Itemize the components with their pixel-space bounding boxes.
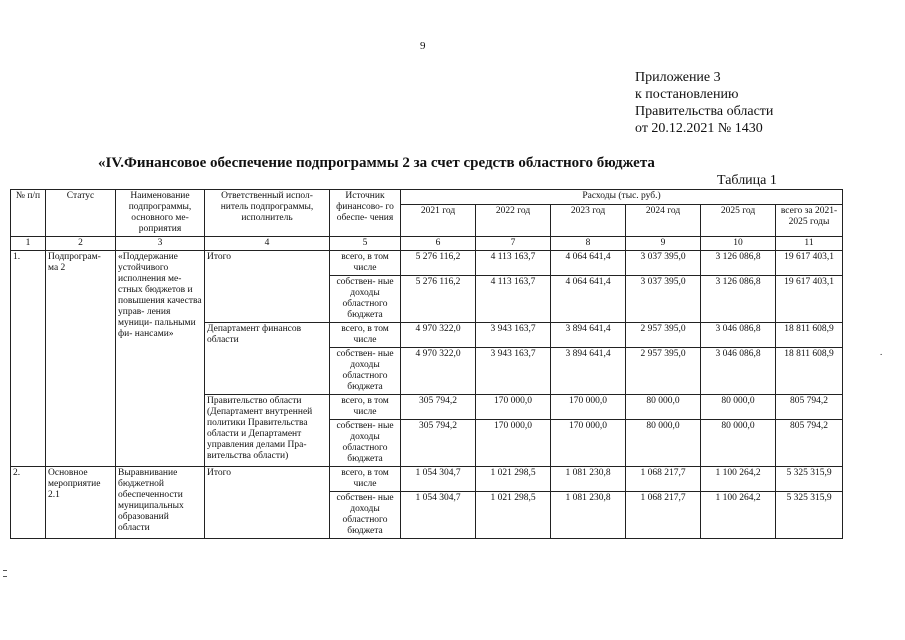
- page-number: 9: [420, 40, 426, 52]
- row-number: 1.: [11, 251, 46, 467]
- appendix-line-3: Правительства области: [635, 104, 774, 119]
- expense-value: 1 021 298,5: [476, 492, 551, 539]
- col-index: 2: [46, 237, 116, 251]
- col-index: 10: [701, 237, 776, 251]
- header-executor: Ответственный испол- нитель подпрограммы, исполнитель: [205, 190, 330, 237]
- header-source: Источник финансово- го обеспе- чения: [330, 190, 401, 237]
- column-index-row: [11, 237, 843, 251]
- expense-value: 1 100 264,2: [701, 492, 776, 539]
- header-2024: 2024 год: [626, 204, 701, 236]
- row-status: Основное мероприятие 2.1: [46, 467, 116, 539]
- expense-value: 4 970 322,0: [401, 323, 476, 348]
- row-executor: Департамент финансов области: [205, 323, 330, 395]
- table-label: Таблица 1: [717, 173, 777, 188]
- row-source: собствен- ные доходы областного бюджета: [330, 420, 401, 467]
- appendix-header: [635, 69, 773, 137]
- expense-value: 3 943 163,7: [476, 323, 551, 348]
- expense-value: 4 064 641,4: [551, 251, 626, 276]
- expense-value: 4 970 322,0: [401, 348, 476, 395]
- col-index: 5: [330, 237, 401, 251]
- expense-value: 3 943 163,7: [476, 348, 551, 395]
- expense-value: 1 054 304,7: [401, 492, 476, 539]
- header-2025: 2025 год: [701, 204, 776, 236]
- col-index: 9: [626, 237, 701, 251]
- expense-value: 5 325 315,9: [776, 492, 843, 539]
- expense-value: 170 000,0: [551, 395, 626, 420]
- margin-mark: [3, 576, 7, 577]
- header-name: Наименование подпрограммы, основного ме- роприятия: [116, 190, 205, 237]
- expense-value: 4 113 163,7: [476, 251, 551, 276]
- header-2021: 2021 год: [401, 204, 476, 236]
- expense-value: 3 046 086,8: [701, 348, 776, 395]
- expense-value: 2 957 395,0: [626, 348, 701, 395]
- row-name: «Поддержание устойчивого исполнения ме- стных бюджетов и повышения качества управ- ления муници- пальными фи- нансами»: [116, 251, 205, 467]
- expense-value: 1 068 217,7: [626, 492, 701, 539]
- expense-value: 80 000,0: [701, 420, 776, 467]
- row-executor: Итого: [205, 251, 330, 323]
- expense-value: 1 081 230,8: [551, 492, 626, 539]
- expense-value: 5 325 315,9: [776, 467, 843, 492]
- header-row: [11, 190, 843, 205]
- table-row: [11, 467, 843, 492]
- margin-mark: [3, 570, 7, 571]
- expense-value: 170 000,0: [551, 420, 626, 467]
- header-expenses: Расходы (тыс. руб.): [401, 190, 843, 205]
- expense-value: 805 794,2: [776, 395, 843, 420]
- expense-value: 4 064 641,4: [551, 276, 626, 323]
- expense-value: 305 794,2: [401, 395, 476, 420]
- expense-value: 80 000,0: [626, 395, 701, 420]
- expense-value: 1 081 230,8: [551, 467, 626, 492]
- expense-value: 2 957 395,0: [626, 323, 701, 348]
- header-num: № п/п: [11, 190, 46, 237]
- expense-value: 80 000,0: [701, 395, 776, 420]
- expense-value: 170 000,0: [476, 420, 551, 467]
- header-2022: 2022 год: [476, 204, 551, 236]
- col-index: 4: [205, 237, 330, 251]
- financing-table: [10, 189, 843, 539]
- appendix-line-1: Приложение 3: [635, 70, 721, 85]
- expense-value: 18 811 608,9: [776, 323, 843, 348]
- row-source: всего, в том числе: [330, 467, 401, 492]
- row-status: Подпрограм- ма 2: [46, 251, 116, 467]
- header-status: Статус: [46, 190, 116, 237]
- appendix-line-2: к постановлению: [635, 87, 739, 102]
- expense-value: 5 276 116,2: [401, 276, 476, 323]
- expense-value: 1 054 304,7: [401, 467, 476, 492]
- expense-value: 5 276 116,2: [401, 251, 476, 276]
- expense-value: 805 794,2: [776, 420, 843, 467]
- expense-value: 305 794,2: [401, 420, 476, 467]
- document-title: «IV.Финансовое обеспечение подпрограммы 2 за счет средств областного бюджета: [98, 155, 655, 171]
- row-executor: Итого: [205, 467, 330, 539]
- appendix-line-4: от 20.12.2021 № 1430: [635, 121, 763, 136]
- margin-dot: .: [880, 347, 883, 357]
- expense-value: 1 021 298,5: [476, 467, 551, 492]
- row-source: всего, в том числе: [330, 395, 401, 420]
- expense-value: 19 617 403,1: [776, 276, 843, 323]
- expense-value: 3 126 086,8: [701, 251, 776, 276]
- expense-value: 3 037 395,0: [626, 276, 701, 323]
- expense-value: 3 126 086,8: [701, 276, 776, 323]
- row-source: собствен- ные доходы областного бюджета: [330, 492, 401, 539]
- row-executor: Правительство области (Департамент внутренней политики Правительства области и Департамент управления делами Пра- вительства области): [205, 395, 330, 467]
- header-total: всего за 2021-2025 годы: [776, 204, 843, 236]
- row-source: собствен- ные доходы областного бюджета: [330, 348, 401, 395]
- col-index: 6: [401, 237, 476, 251]
- col-index: 7: [476, 237, 551, 251]
- col-index: 8: [551, 237, 626, 251]
- expense-value: 3 046 086,8: [701, 323, 776, 348]
- expense-value: 170 000,0: [476, 395, 551, 420]
- expense-value: 1 100 264,2: [701, 467, 776, 492]
- expense-value: 3 894 641,4: [551, 348, 626, 395]
- row-source: всего, в том числе: [330, 251, 401, 276]
- row-number: 2.: [11, 467, 46, 539]
- expense-value: 18 811 608,9: [776, 348, 843, 395]
- col-index: 1: [11, 237, 46, 251]
- table-row: [11, 251, 843, 276]
- expense-value: 4 113 163,7: [476, 276, 551, 323]
- row-source: всего, в том числе: [330, 323, 401, 348]
- header-2023: 2023 год: [551, 204, 626, 236]
- row-source: собствен- ные доходы областного бюджета: [330, 276, 401, 323]
- expense-value: 80 000,0: [626, 420, 701, 467]
- expense-value: 3 894 641,4: [551, 323, 626, 348]
- row-name: Выравнивание бюджетной обеспеченности муниципальных образований области: [116, 467, 205, 539]
- expense-value: 3 037 395,0: [626, 251, 701, 276]
- col-index: 11: [776, 237, 843, 251]
- expense-value: 1 068 217,7: [626, 467, 701, 492]
- expense-value: 19 617 403,1: [776, 251, 843, 276]
- col-index: 3: [116, 237, 205, 251]
